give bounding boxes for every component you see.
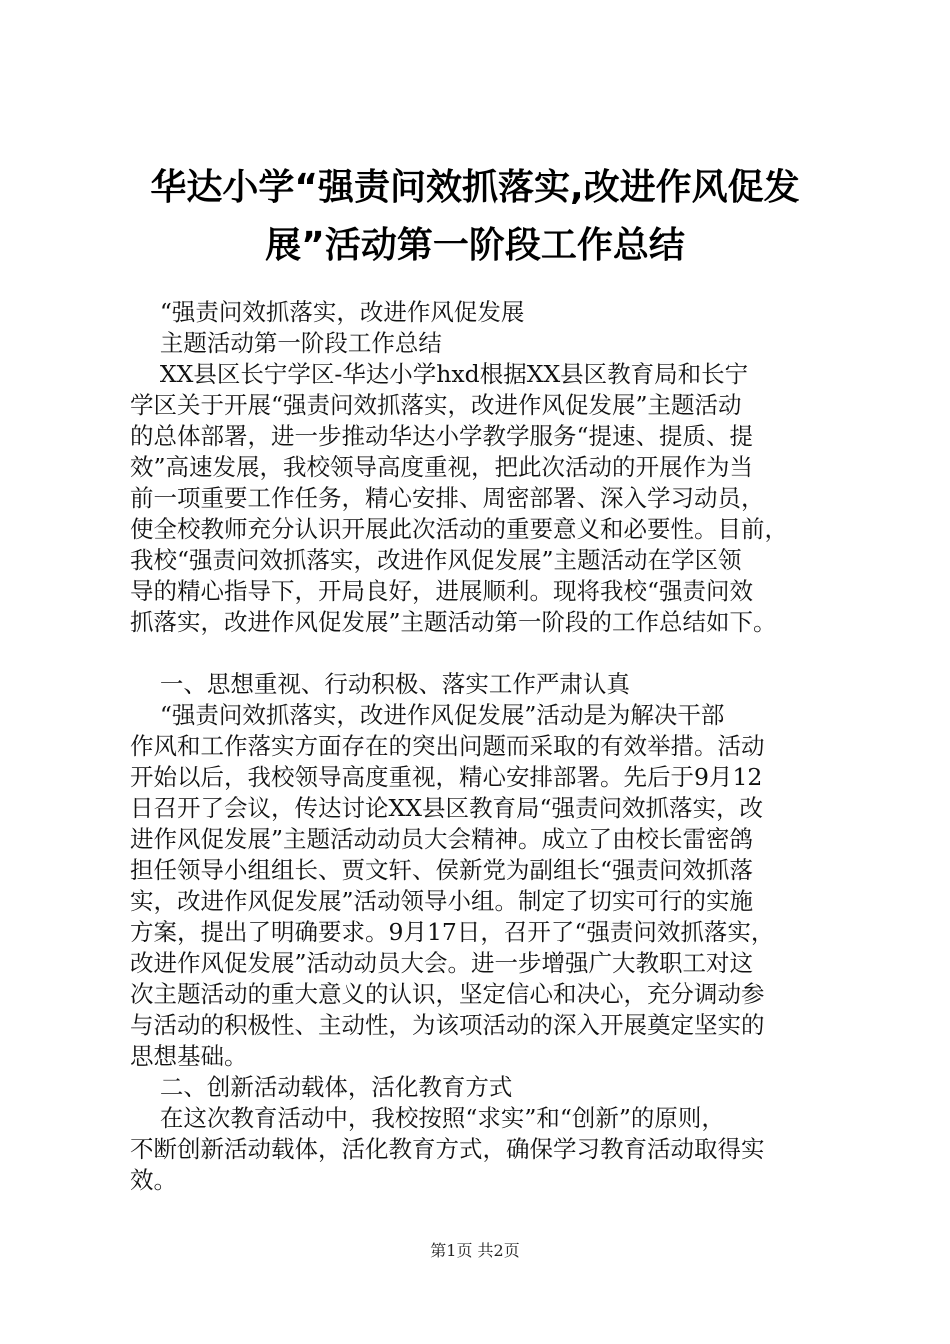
body-line: “强责问效抓落实，改进作风促发展”活动是为解决干部	[130, 701, 725, 729]
body-line: 主题活动第一阶段工作总结	[130, 329, 442, 357]
body-line: 我校“强责问效抓落实，改进作风促发展”主题活动在学区领	[130, 546, 742, 574]
body-line: 效。	[130, 1166, 177, 1194]
body-line: 担任领导小组组长、贾文轩、侯新党为副组长“强责问效抓落	[130, 856, 754, 884]
body-line: 方案，提出了明确要求。9月17日，召开了“强责问效抓落实，	[130, 918, 775, 946]
body-line: 一、思想重视、行动积极、落实工作严肃认真	[130, 670, 630, 698]
body-line: 日召开了会议，传达讨论XX县区教育局“强责问效抓落实，改	[130, 794, 763, 822]
body-line: 抓落实，改进作风促发展”主题活动第一阶段的工作总结如下。	[130, 608, 777, 636]
paragraph-gap	[130, 638, 850, 669]
body-line: 改进作风促发展”活动动员大会。进一步增强广大教职工对这	[130, 949, 754, 977]
body-line: 二、创新活动载体，活化教育方式	[130, 1073, 513, 1101]
body-line: 与活动的积极性、主动性，为该项活动的深入开展奠定坚实的	[130, 1011, 765, 1039]
body-line: 次主题活动的重大意义的认识，坚定信心和决心，充分调动参	[130, 980, 765, 1008]
body-line: 效”高速发展，我校领导高度重视，把此次活动的开展作为当	[130, 453, 754, 481]
body-line: 实，改进作风促发展”活动领导小组。制定了切实可行的实施	[130, 887, 754, 915]
document-title-line-2: 展”活动第一阶段工作总结	[265, 225, 685, 266]
body-line: 在这次教育活动中，我校按照“求实”和“创新”的原则，	[130, 1104, 725, 1132]
body-line: 不断创新活动载体，活化教育方式，确保学习教育活动取得实	[130, 1135, 765, 1163]
body-line: 使全校教师充分认识开展此次活动的重要意义和必要性。目前，	[130, 515, 788, 543]
body-line: “强责问效抓落实，改进作风促发展	[130, 298, 525, 326]
body-line: 的总体部署，进一步推动华达小学教学服务“提速、提质、提	[130, 422, 754, 450]
body-line: 开始以后，我校领导高度重视，精心安排部署。先后于9月12	[130, 763, 763, 791]
body-line: 思想基础。	[130, 1042, 248, 1070]
page-footer: 第1页 共2页	[430, 1241, 520, 1260]
body-line: 学区关于开展“强责问效抓落实，改进作风促发展”主题活动	[130, 391, 742, 419]
body-line: 作风和工作落实方面存在的突出问题而采取的有效举措。活动	[130, 732, 765, 760]
body-line: 进作风促发展”主题活动动员大会精神。成立了由校长雷密鸽	[130, 825, 754, 853]
body-line: XX县区长宁学区-华达小学hxd根据XX县区教育局和长宁	[130, 360, 749, 388]
document-body	[130, 297, 850, 1196]
document-title-line-1: 华达小学“强责问效抓落实,改进作风促发	[150, 167, 800, 208]
body-line: 导的精心指导下，开局良好，进展顺利。现将我校“强责问效	[130, 577, 754, 605]
body-line: 前一项重要工作任务，精心安排、周密部署、深入学习动员，	[130, 484, 765, 512]
